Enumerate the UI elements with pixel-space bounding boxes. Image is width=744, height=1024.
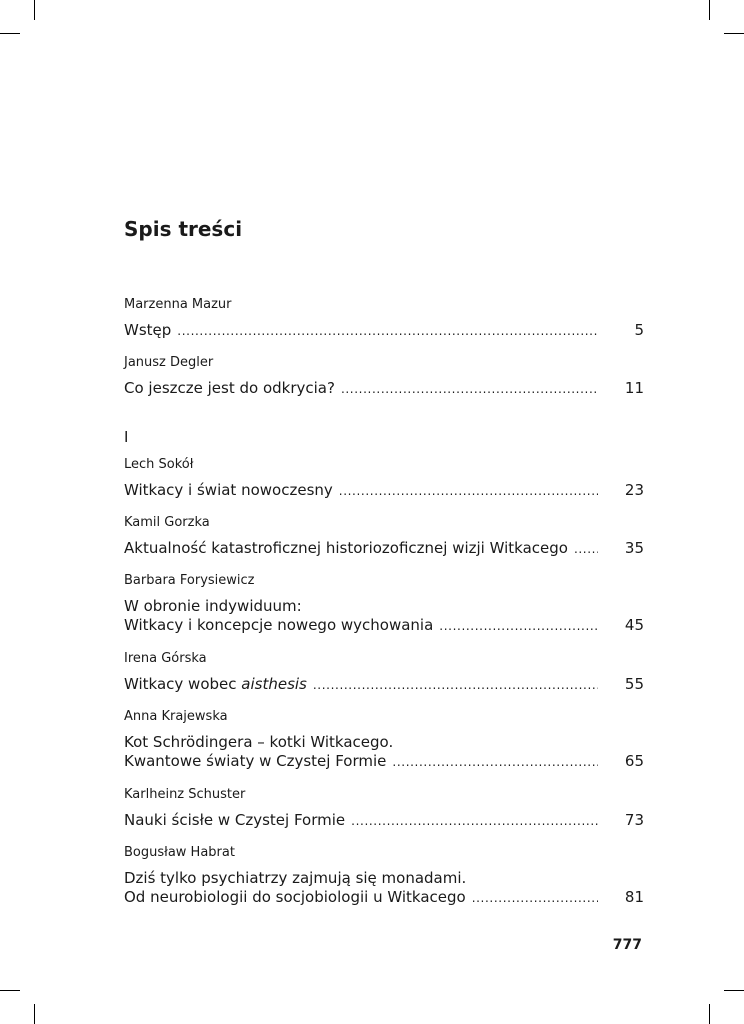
- toc-entry: [124, 651, 644, 694]
- toc-link[interactable]: [124, 811, 644, 830]
- toc-link[interactable]: [124, 752, 644, 771]
- entry-author: Barbara Forysiewicz: [124, 573, 255, 588]
- section-label: I: [124, 428, 129, 446]
- page-number: 777: [612, 937, 642, 953]
- entry-page-number: 5: [634, 321, 644, 339]
- crop-mark-top-left-horizontal: [0, 33, 20, 34]
- leader-dots: [341, 380, 598, 399]
- leader-dots: [177, 322, 598, 341]
- toc-link[interactable]: [124, 888, 644, 907]
- toc-link[interactable]: [124, 379, 644, 398]
- toc-entry: [124, 355, 644, 398]
- entry-title: [124, 675, 307, 694]
- entry-title: Witkacy i koncepcje nowego wychowania: [124, 616, 434, 634]
- entry-title: Witkacy i świat nowoczesny: [124, 481, 333, 499]
- leader-dots: [439, 617, 598, 636]
- entry-title-line: Kot Schrödingera – kotki Witkacego.: [124, 733, 394, 751]
- toc-entry: [124, 457, 644, 500]
- entry-page-number: 81: [624, 888, 644, 906]
- toc-entry: [124, 573, 644, 635]
- entry-page-number: 11: [624, 379, 644, 397]
- leader-dots: [392, 753, 598, 772]
- entry-title: Aktualność katastroficznej historiozoficznej wizji Witkacego: [124, 539, 568, 557]
- crop-mark-bottom-left-vertical: [34, 1004, 35, 1024]
- entry-title-text: Witkacy wobec: [124, 675, 242, 693]
- entry-author: Karlheinz Schuster: [124, 787, 246, 802]
- entry-author: Anna Krajewska: [124, 709, 228, 724]
- leader-dots: [574, 540, 598, 559]
- entry-page-number: 55: [624, 675, 644, 693]
- entry-author: Irena Górska: [124, 651, 207, 666]
- entry-page-number: 73: [624, 811, 644, 829]
- entry-author: Lech Sokół: [124, 457, 194, 472]
- toc-entry: [124, 787, 644, 830]
- entry-page-number: 35: [624, 539, 644, 557]
- entry-author: Janusz Degler: [124, 355, 214, 370]
- toc-entry: [124, 297, 644, 340]
- toc-entry: [124, 845, 644, 907]
- crop-mark-bottom-right-vertical: [709, 1004, 710, 1024]
- toc-link[interactable]: [124, 481, 644, 500]
- crop-mark-bottom-left-horizontal: [0, 990, 20, 991]
- entry-title: Wstęp: [124, 321, 172, 339]
- entry-page-number: 65: [624, 752, 644, 770]
- entry-title-italic: aisthesis: [241, 675, 307, 693]
- entry-title: Nauki ścisłe w Czystej Formie: [124, 811, 346, 829]
- toc-entry: [124, 709, 644, 771]
- entry-author: Marzenna Mazur: [124, 297, 232, 312]
- entry-page-number: 23: [624, 481, 644, 499]
- toc-link[interactable]: [124, 321, 644, 340]
- leader-dots: [339, 482, 598, 501]
- entry-title: Kwantowe światy w Czystej Formie: [124, 752, 387, 770]
- entry-author: Kamil Gorzka: [124, 515, 210, 530]
- entry-title: Co jeszcze jest do odkrycia?: [124, 379, 335, 397]
- entry-title-line: Dziś tylko psychiatrzy zajmują się monadami.: [124, 869, 467, 887]
- entry-page-number: 45: [624, 616, 644, 634]
- crop-mark-top-right-vertical: [709, 0, 710, 20]
- toc-entry: [124, 515, 644, 558]
- leader-dots: [472, 889, 598, 908]
- leader-dots: [351, 812, 598, 831]
- page-title: Spis treści: [124, 217, 243, 241]
- entry-title-line: W obronie indywiduum:: [124, 597, 302, 615]
- entry-author: Bogusław Habrat: [124, 845, 235, 860]
- crop-mark-bottom-right-horizontal: [724, 990, 744, 991]
- toc-link[interactable]: [124, 539, 644, 558]
- toc-link[interactable]: [124, 616, 644, 635]
- crop-mark-top-left-vertical: [34, 0, 35, 20]
- leader-dots: [313, 676, 598, 695]
- crop-mark-top-right-horizontal: [724, 33, 744, 34]
- entry-title: Od neurobiologii do socjobiologii u Witkacego: [124, 888, 466, 906]
- toc-link[interactable]: [124, 675, 644, 694]
